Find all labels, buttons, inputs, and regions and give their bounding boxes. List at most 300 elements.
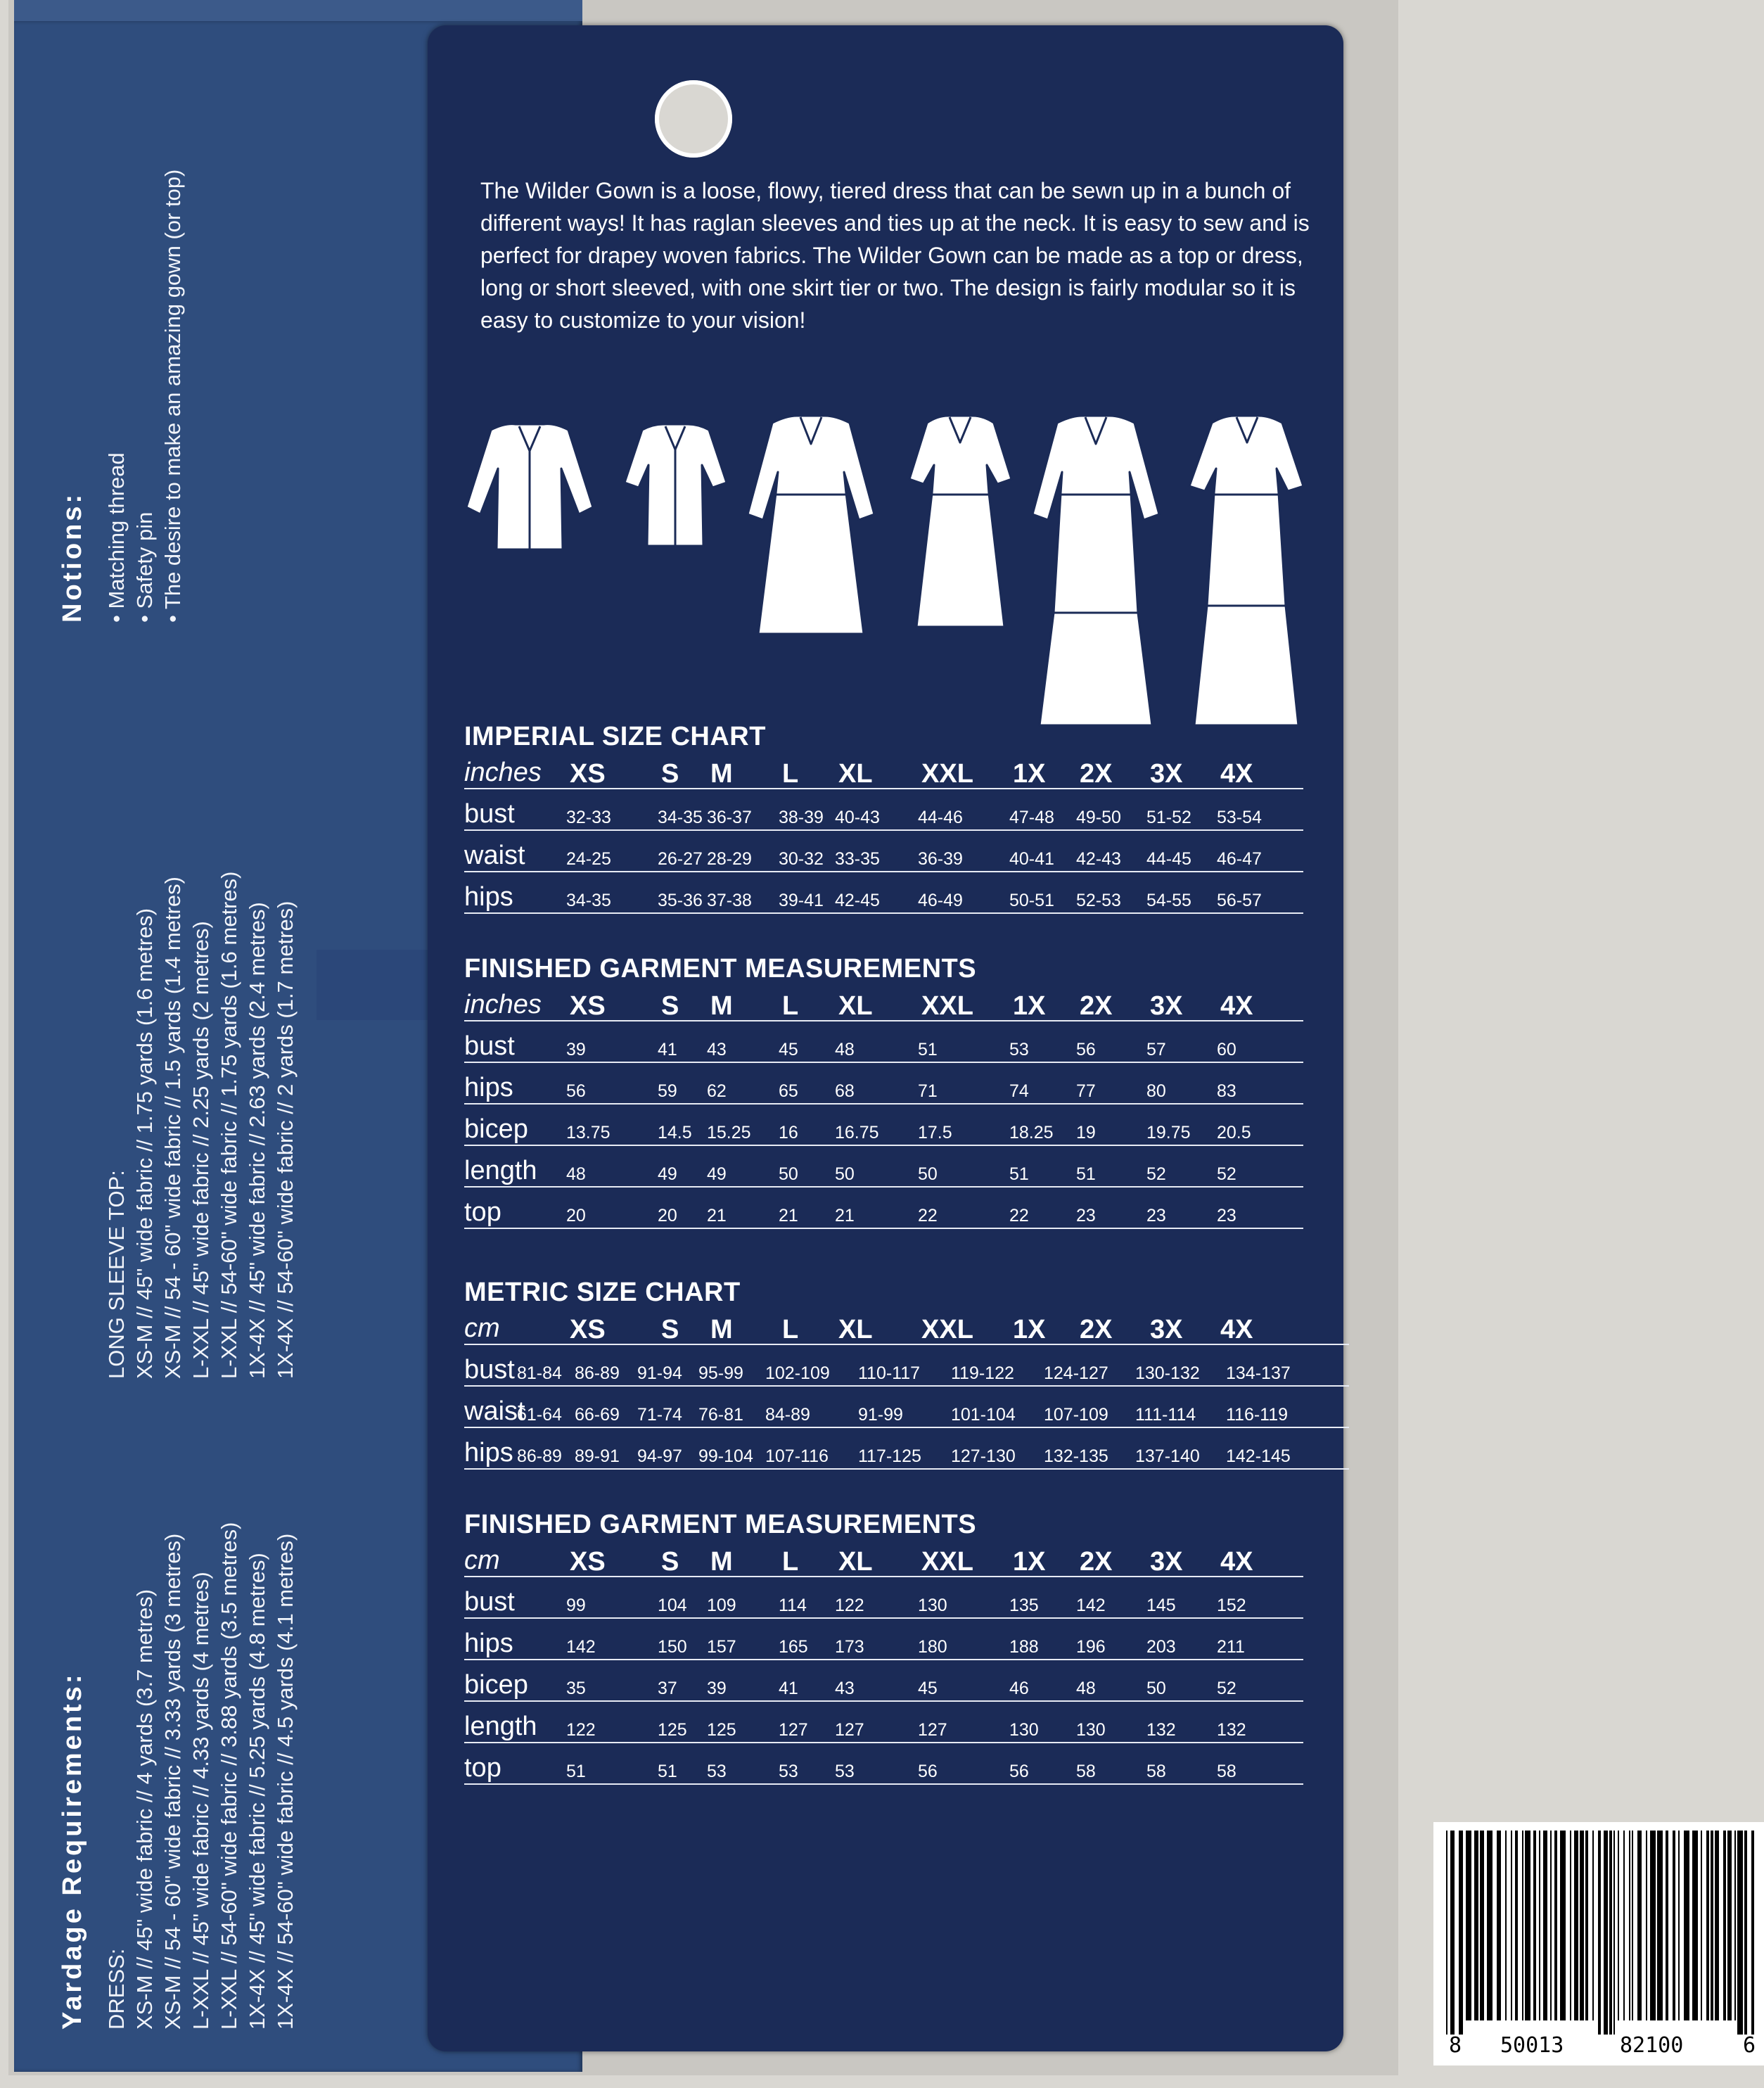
cell-value: 48	[835, 1040, 855, 1059]
cell-value: 20	[566, 1206, 586, 1226]
cell-value: 60	[1217, 1040, 1236, 1059]
size-header-s: S	[661, 759, 679, 789]
cell-value: 46-47	[1217, 849, 1262, 869]
cell-value: 18.25	[1009, 1123, 1054, 1142]
cell-value: 127	[918, 1720, 947, 1740]
size-header-m: M	[710, 991, 733, 1021]
notions-item-3: • The desire to make an amazing gown (or top)	[160, 169, 185, 623]
row-label: hips	[464, 1629, 513, 1658]
cell-value: 24-25	[566, 849, 611, 869]
cell-value: 56-57	[1217, 891, 1262, 910]
cell-value: 71-74	[637, 1405, 682, 1425]
table-row-hips	[464, 877, 1303, 917]
row-rule	[464, 1700, 1303, 1702]
barcode-bar	[1751, 1831, 1754, 2035]
table-row-waist	[464, 1392, 1349, 1431]
cell-value: 80	[1146, 1081, 1166, 1101]
barcode-bar	[1585, 1831, 1588, 2020]
cell-value: 65	[779, 1081, 798, 1101]
table-title: METRIC SIZE CHART	[464, 1278, 741, 1307]
cell-value: 51	[918, 1040, 938, 1059]
row-label: bust	[464, 1355, 515, 1384]
size-header-s: S	[661, 1315, 679, 1344]
row-label: top	[464, 1197, 501, 1227]
size-header-4x: 4X	[1220, 1315, 1253, 1344]
cell-value: 23	[1076, 1206, 1096, 1226]
cell-value: 30-32	[779, 849, 824, 869]
cell-value: 165	[779, 1637, 808, 1657]
cell-value: 127-130	[951, 1446, 1016, 1466]
barcode-bar	[1474, 1831, 1478, 2020]
cell-value: 23	[1217, 1206, 1236, 1226]
barcode-digit-1: 8	[1449, 2033, 1462, 2058]
table-row-waist	[464, 836, 1303, 875]
cell-value: 45	[918, 1679, 938, 1698]
size-header-xs: XS	[570, 1547, 606, 1577]
cell-value: 50	[1146, 1679, 1166, 1698]
size-header-s: S	[661, 991, 679, 1021]
row-label: hips	[464, 882, 513, 912]
cell-value: 50	[779, 1164, 798, 1184]
cell-value: 39-41	[779, 891, 824, 910]
barcode-bar	[1550, 1831, 1552, 2020]
cell-value: 48	[566, 1164, 586, 1184]
size-header-1x: 1X	[1013, 759, 1046, 789]
cell-value: 49-50	[1076, 808, 1121, 827]
cell-value: 83	[1217, 1081, 1236, 1101]
cell-value: 19.75	[1146, 1123, 1191, 1142]
row-rule	[464, 1062, 1303, 1063]
cell-value: 110-117	[858, 1363, 921, 1383]
row-rule	[464, 1742, 1303, 1743]
cell-value: 124-127	[1044, 1363, 1108, 1383]
barcode-bar	[1480, 1831, 1484, 2020]
cell-value: 49	[658, 1164, 677, 1184]
cell-value: 16	[779, 1123, 798, 1142]
cell-value: 61-64	[517, 1405, 562, 1425]
cell-value: 173	[835, 1637, 864, 1657]
cell-value: 114	[779, 1596, 807, 1615]
cell-value: 26-27	[658, 849, 703, 869]
row-label: waist	[464, 1396, 525, 1426]
size-header-xs: XS	[570, 1315, 606, 1344]
cell-value: 104	[658, 1596, 687, 1615]
barcode-bar	[1646, 1831, 1647, 2020]
top-line-4: L-XXL // 54-60" wide fabric // 1.75 yards (1.6 metres)	[217, 871, 241, 1379]
size-header-2x: 2X	[1080, 991, 1113, 1021]
cell-value: 14.5	[658, 1123, 692, 1142]
cell-value: 157	[707, 1637, 736, 1657]
table-row-length	[464, 1151, 1303, 1190]
cell-value: 35	[566, 1679, 586, 1698]
barcode-bar	[1684, 1831, 1689, 2020]
size-header-xl: XL	[838, 991, 873, 1021]
cell-value: 58	[1217, 1762, 1236, 1781]
table-row-bicep	[464, 1665, 1303, 1705]
barcode	[1433, 1822, 1764, 2065]
unit-label: inches	[464, 990, 542, 1019]
table-title: IMPERIAL SIZE CHART	[464, 722, 766, 751]
barcode-bar	[1692, 1831, 1698, 2020]
cell-value: 28-29	[707, 849, 752, 869]
cell-value: 57	[1146, 1040, 1166, 1059]
cell-value: 53-54	[1217, 808, 1262, 827]
row-label: bust	[464, 1587, 515, 1617]
hang-hole	[655, 80, 732, 158]
cell-value: 68	[835, 1081, 855, 1101]
row-rule	[464, 871, 1303, 872]
cell-value: 19	[1076, 1123, 1096, 1142]
cell-value: 180	[918, 1637, 947, 1657]
barcode-bar	[1446, 1831, 1447, 2035]
intro-description: The Wilder Gown is a loose, flowy, tiered dress that can be sewn up in a bunch of different ways! It has raglan sleeves and ties up at the neck. It is easy to sew and is perfect for drapey woven fabrics. The Wilder Gown can be made as a top or dress, long or short sleeved, with one skirt tier or two. The design is fairly modular so it is easy to customize to your vision!	[480, 178, 1310, 333]
unit-label: cm	[464, 1313, 500, 1343]
barcode-bar	[1539, 1831, 1540, 2020]
cell-value: 127	[779, 1720, 808, 1740]
size-header-m: M	[710, 1547, 733, 1577]
dress-line-1: XS-M // 45" wide fabric // 4 yards (3.7 metres)	[132, 1589, 157, 2030]
cell-value: 47-48	[1009, 808, 1054, 827]
size-header-xxl: XXL	[921, 1315, 973, 1344]
barcode-bar	[1637, 1831, 1642, 2020]
cell-value: 43	[835, 1679, 855, 1698]
cell-value: 13.75	[566, 1123, 611, 1142]
cell-value: 119-122	[951, 1363, 1014, 1383]
barcode-bar	[1666, 1831, 1668, 2020]
cell-value: 53	[835, 1762, 855, 1781]
top-line-1: XS-M // 45" wide fabric // 1.75 yards (1.6 metres)	[132, 908, 157, 1379]
row-rule	[464, 1186, 1303, 1188]
cell-value: 132	[1146, 1720, 1176, 1740]
row-rule	[464, 1659, 1303, 1660]
cell-value: 36-37	[707, 808, 752, 827]
cell-value: 56	[566, 1081, 586, 1101]
top-line-2: XS-M // 54 - 60" wide fabric // 1.5 yards (1.4 metres)	[160, 877, 185, 1379]
long-sleeve-dress-icon	[748, 416, 874, 634]
cell-value: 16.75	[835, 1123, 879, 1142]
cell-value: 53	[1009, 1040, 1029, 1059]
cell-value: 52-53	[1076, 891, 1121, 910]
cell-value: 145	[1146, 1596, 1176, 1615]
dress-line-6: 1X-4X // 54-60" wide fabric // 4.5 yards (4.1 metres)	[273, 1533, 298, 2030]
cell-value: 117-125	[858, 1446, 921, 1466]
table-row-bust	[464, 1026, 1303, 1066]
barcode-bar	[1522, 1831, 1523, 2020]
row-label: bicep	[464, 1114, 528, 1144]
size-header-1x: 1X	[1013, 1547, 1046, 1577]
size-header-xs: XS	[570, 759, 606, 789]
cell-value: 91-94	[637, 1363, 682, 1383]
size-header-xl: XL	[838, 1547, 873, 1577]
row-rule	[464, 1145, 1303, 1146]
cell-value: 33-35	[835, 849, 880, 869]
cell-value: 107-116	[765, 1446, 829, 1466]
size-header-xxl: XXL	[921, 759, 973, 789]
notions-item-1: • Matching thread	[104, 452, 129, 623]
cell-value: 40-43	[835, 808, 880, 827]
barcode-bar	[1533, 1831, 1536, 2020]
barcode-bar	[1734, 1831, 1736, 2020]
cell-value: 77	[1076, 1081, 1096, 1101]
row-label: bust	[464, 799, 515, 829]
cell-value: 39	[707, 1679, 727, 1698]
cell-value: 101-104	[951, 1405, 1016, 1425]
table-row-hips	[464, 1624, 1303, 1663]
cell-value: 62	[707, 1081, 727, 1101]
barcode-bar	[1744, 1831, 1747, 2035]
size-header-1x: 1X	[1013, 991, 1046, 1021]
size-header-l: L	[782, 991, 799, 1021]
barcode-bar	[1574, 1831, 1578, 2020]
row-rule	[464, 1103, 1303, 1105]
barcode-bar	[1673, 1831, 1675, 2020]
cell-value: 39	[566, 1040, 586, 1059]
cell-value: 42-45	[835, 891, 880, 910]
cell-value: 44-46	[918, 808, 963, 827]
cell-value: 52	[1146, 1164, 1166, 1184]
cell-value: 66-69	[575, 1405, 620, 1425]
barcode-bar	[1487, 1831, 1493, 2020]
cell-value: 142-145	[1226, 1446, 1291, 1466]
cell-value: 86-89	[575, 1363, 620, 1383]
garment-illustrations	[442, 409, 1335, 739]
cell-value: 43	[707, 1040, 727, 1059]
barcode-digits-3: 82100	[1620, 2033, 1684, 2058]
cell-value: 188	[1009, 1637, 1039, 1657]
size-header-s: S	[661, 1547, 679, 1577]
cell-value: 46	[1009, 1679, 1029, 1698]
cell-value: 84-89	[765, 1405, 810, 1425]
cell-value: 56	[1076, 1040, 1096, 1059]
notions-title: Notions:	[58, 491, 87, 623]
barcode-bar	[1711, 1831, 1713, 2020]
cell-value: 35-36	[658, 891, 703, 910]
barcode-bar	[1737, 1831, 1743, 2035]
cell-value: 86-89	[517, 1446, 562, 1466]
barcode-bar	[1525, 1831, 1530, 2020]
size-header-xl: XL	[838, 759, 873, 789]
cell-value: 135	[1009, 1596, 1039, 1615]
row-rule	[464, 1427, 1349, 1428]
barcode-bar	[1629, 1831, 1630, 2020]
barcode-bar	[1657, 1831, 1663, 2020]
dress-line-4: L-XXL // 54-60" wide fabric // 3.88 yards (3.5 metres)	[217, 1522, 241, 2030]
size-header-l: L	[782, 759, 799, 789]
row-label: length	[464, 1712, 537, 1741]
row-label: hips	[464, 1073, 513, 1102]
barcode-bar	[1618, 1831, 1619, 2020]
barcode-bar	[1570, 1831, 1571, 2020]
cell-value: 50	[918, 1164, 938, 1184]
table-row-bust	[464, 1582, 1303, 1622]
cell-value: 58	[1146, 1762, 1166, 1781]
size-header-4x: 4X	[1220, 991, 1253, 1021]
cell-value: 41	[779, 1679, 798, 1698]
cell-value: 34-35	[658, 808, 703, 827]
cell-value: 76-81	[698, 1405, 743, 1425]
barcode-bar	[1497, 1831, 1501, 2020]
size-header-2x: 2X	[1080, 1547, 1113, 1577]
cell-value: 122	[835, 1596, 864, 1615]
cell-value: 21	[779, 1206, 798, 1226]
cell-value: 53	[707, 1762, 727, 1781]
pattern-back-card	[428, 25, 1756, 2058]
barcode-bar	[1459, 1831, 1463, 2035]
cell-value: 132	[1217, 1720, 1246, 1740]
cell-value: 41	[658, 1040, 677, 1059]
cell-value: 122	[566, 1720, 596, 1740]
cell-value: 51-52	[1146, 808, 1191, 827]
table-title: FINISHED GARMENT MEASUREMENTS	[464, 1510, 977, 1539]
cell-value: 37-38	[707, 891, 752, 910]
cell-value: 54-55	[1146, 891, 1191, 910]
size-header-xxl: XXL	[921, 1547, 973, 1577]
row-rule	[464, 1385, 1349, 1387]
dress-line-2: XS-M // 54 - 60" wide fabric // 3.33 yards (3 metres)	[160, 1533, 185, 2030]
cell-value: 20	[658, 1206, 677, 1226]
cell-value: 23	[1146, 1206, 1166, 1226]
cell-value: 36-39	[918, 849, 963, 869]
cell-value: 21	[707, 1206, 727, 1226]
barcode-bar	[1604, 1831, 1608, 2035]
table-row-length	[464, 1707, 1303, 1746]
row-rule	[464, 1468, 1349, 1470]
cell-value: 20.5	[1217, 1123, 1251, 1142]
barcode-bar	[1450, 1831, 1455, 2035]
barcode-digit-4: 6	[1743, 2033, 1756, 2058]
barcode-bar	[1543, 1831, 1547, 2020]
cell-value: 89-91	[575, 1446, 620, 1466]
cell-value: 94-97	[637, 1446, 682, 1466]
row-rule	[464, 1783, 1303, 1785]
cell-value: 196	[1076, 1637, 1106, 1657]
cell-value: 56	[1009, 1762, 1029, 1781]
cell-value: 45	[779, 1040, 798, 1059]
cell-value: 42-43	[1076, 849, 1121, 869]
size-header-xs: XS	[570, 991, 606, 1021]
table-header-row	[464, 1309, 1349, 1348]
cell-value: 127	[835, 1720, 864, 1740]
long-sleeve-top-icon	[466, 424, 593, 549]
folder-top-strip	[14, 0, 582, 23]
cell-value: 51	[658, 1762, 677, 1781]
top-line-5: 1X-4X // 45" wide fabric // 2.63 yards (2.4 metres)	[245, 902, 269, 1379]
row-label: length	[464, 1156, 537, 1185]
cell-value: 50-51	[1009, 891, 1054, 910]
size-header-m: M	[710, 759, 733, 789]
cell-value: 203	[1146, 1637, 1176, 1657]
size-header-4x: 4X	[1220, 1547, 1253, 1577]
top-line-3: L-XXL // 45" wide fabric // 2.25 yards (2 metres)	[188, 921, 213, 1379]
cell-value: 125	[658, 1720, 687, 1740]
yardage-title: Yardage Requirements:	[58, 1672, 87, 2030]
unit-label: cm	[464, 1546, 500, 1575]
cell-value: 116-119	[1226, 1405, 1289, 1425]
cell-value: 53	[779, 1762, 798, 1781]
cell-value: 109	[707, 1596, 736, 1615]
cell-value: 111-114	[1135, 1405, 1196, 1425]
cell-value: 81-84	[517, 1363, 562, 1383]
table-row-hips	[464, 1068, 1303, 1107]
barcode-bar	[1715, 1831, 1719, 2020]
barcode-bar	[1632, 1831, 1633, 2020]
cell-value: 37	[658, 1679, 677, 1698]
cell-value: 102-109	[765, 1363, 830, 1383]
barcode-bar	[1598, 1831, 1601, 2035]
unit-label: inches	[464, 758, 542, 787]
tiered-long-sleeve-gown-icon	[1033, 416, 1159, 725]
cell-value: 130	[918, 1596, 947, 1615]
cell-value: 150	[658, 1637, 687, 1657]
row-label: bust	[464, 1031, 515, 1061]
short-sleeve-dress-icon	[909, 416, 1011, 627]
top-title: LONG SLEEVE TOP:	[104, 1170, 129, 1379]
cell-value: 107-109	[1044, 1405, 1108, 1425]
cell-value: 130	[1009, 1720, 1039, 1740]
cell-value: 58	[1076, 1762, 1096, 1781]
cell-value: 34-35	[566, 891, 611, 910]
dress-line-5: 1X-4X // 45" wide fabric // 5.25 yards (4.8 metres)	[245, 1553, 269, 2030]
size-header-3x: 3X	[1150, 1547, 1183, 1577]
size-header-3x: 3X	[1150, 1315, 1183, 1344]
cell-value: 71	[918, 1081, 938, 1101]
cell-value: 48	[1076, 1679, 1096, 1698]
size-header-m: M	[710, 1315, 733, 1344]
table-row-hips	[464, 1433, 1349, 1472]
size-header-4x: 4X	[1220, 759, 1253, 789]
table-row-bust	[464, 1350, 1349, 1389]
dress-line-3: L-XXL // 45" wide fabric // 4.33 yards (4 metres)	[188, 1572, 213, 2030]
cell-value: 51	[566, 1762, 586, 1781]
row-label: bicep	[464, 1670, 528, 1700]
barcode-bar	[1678, 1831, 1680, 2020]
short-sleeve-top-icon	[625, 424, 727, 546]
cell-value: 52	[1217, 1679, 1236, 1698]
cell-value: 59	[658, 1081, 677, 1101]
cell-value: 46-49	[918, 891, 963, 910]
cell-value: 125	[707, 1720, 736, 1740]
top-line-6: 1X-4X // 54-60" wide fabric // 2 yards (1.7 metres)	[273, 900, 298, 1379]
cell-value: 51	[1009, 1164, 1029, 1184]
row-rule	[464, 829, 1303, 831]
cell-value: 99	[566, 1596, 586, 1615]
size-header-1x: 1X	[1013, 1315, 1046, 1344]
cell-value: 142	[1076, 1596, 1106, 1615]
row-label: top	[464, 1753, 501, 1783]
barcode-bar	[1515, 1831, 1518, 2020]
table-header-row	[464, 1541, 1303, 1580]
cell-value: 50	[835, 1164, 855, 1184]
cell-value: 38-39	[779, 808, 824, 827]
table-header-row	[464, 985, 1303, 1024]
table-title: FINISHED GARMENT MEASUREMENTS	[464, 954, 977, 983]
cell-value: 91-99	[858, 1405, 903, 1425]
barcode-bar	[1505, 1831, 1507, 2020]
barcode-bar	[1727, 1831, 1732, 2020]
dress-title: DRESS:	[104, 1948, 129, 2030]
table-row-bicep	[464, 1109, 1303, 1149]
barcode-bar	[1650, 1831, 1656, 2020]
cell-value: 99-104	[698, 1446, 753, 1466]
cell-value: 130-132	[1135, 1363, 1200, 1383]
barcode-bar	[1592, 1831, 1594, 2020]
barcode-bar	[1609, 1831, 1612, 2035]
cell-value: 44-45	[1146, 849, 1191, 869]
barcode-bar	[1701, 1831, 1702, 2020]
table-header-row	[464, 753, 1303, 792]
tiered-short-sleeve-gown-icon	[1189, 416, 1303, 725]
cell-value: 152	[1217, 1596, 1246, 1615]
